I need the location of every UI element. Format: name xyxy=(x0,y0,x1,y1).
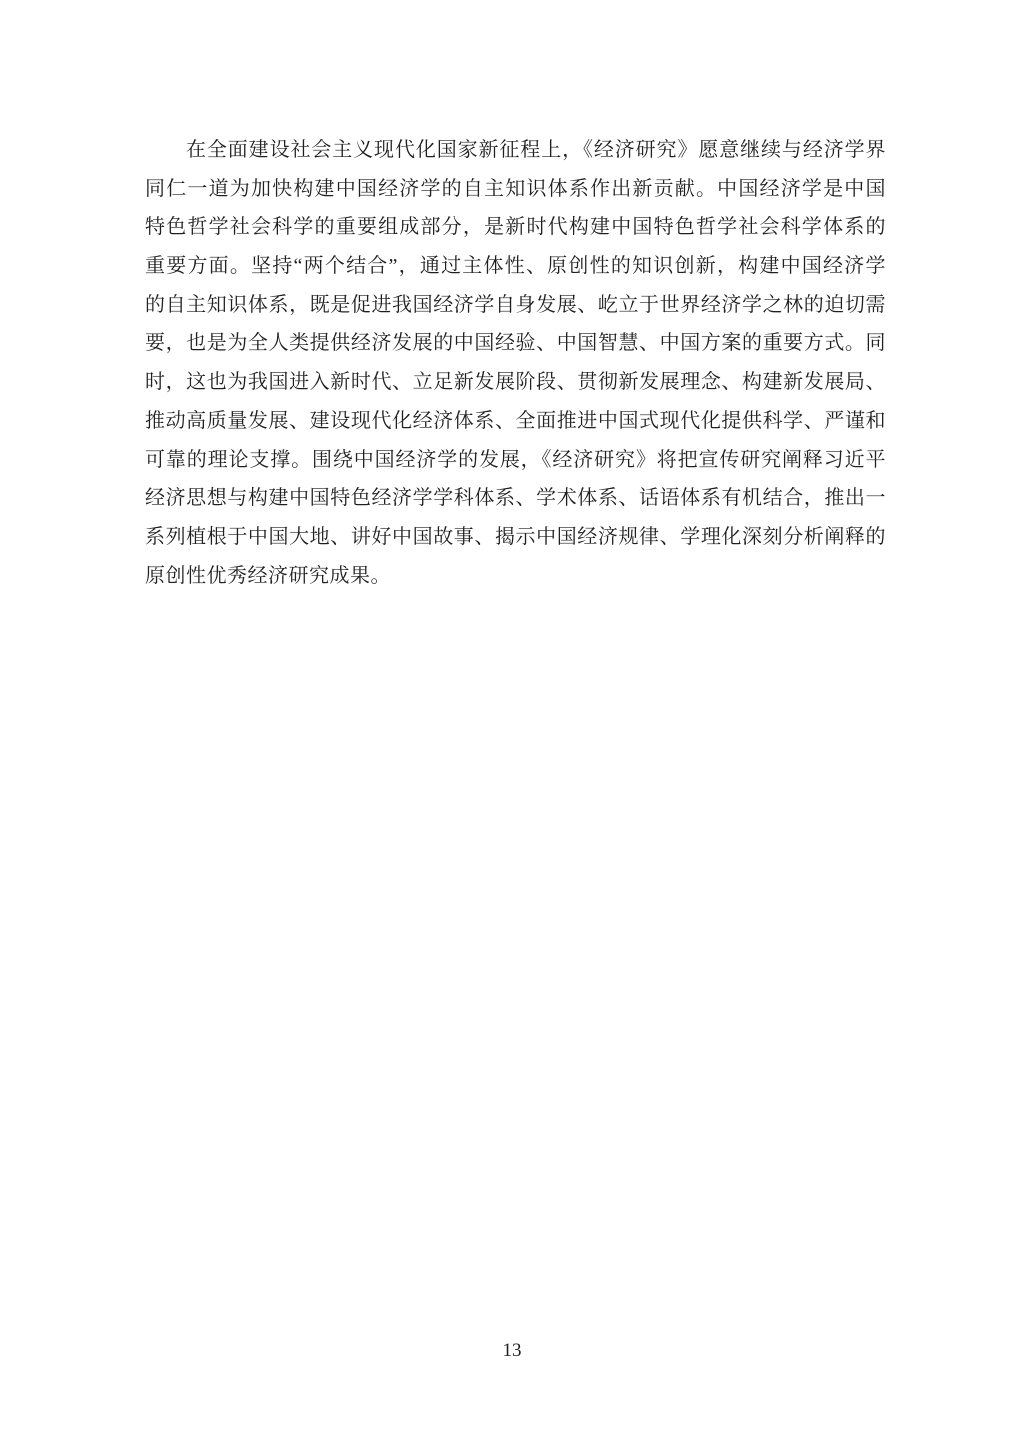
paragraph-line: 的自主知识体系，既是促进我国经济学自身发展、屹立于世界经济学之林的迫切需 xyxy=(145,293,886,316)
body-paragraph xyxy=(145,131,886,595)
paragraph-line: 原创性优秀经济研究成果。 xyxy=(145,564,391,587)
paragraph-line: 时，这也为我国进入新时代、立足新发展阶段、贯彻新发展理念、构建新发展局、 xyxy=(145,371,886,394)
paragraph-line: 同仁一道为加快构建中国经济学的自主知识体系作出新贡献。中国经济学是中国 xyxy=(145,177,886,200)
paragraph-line: 可靠的理论支撑。围绕中国经济学的发展，《经济研究》将把宣传研究阐释习近平 xyxy=(145,448,886,471)
paragraph-line: 经济思想与构建中国特色经济学学科体系、学术体系、话语体系有机结合，推出一 xyxy=(145,487,886,510)
paragraph-line: 推动高质量发展、建设现代化经济体系、全面推进中国式现代化提供科学、严谨和 xyxy=(145,409,886,432)
paragraph-line: 重要方面。坚持“两个结合”，通过主体性、原创性的知识创新，构建中国经济学 xyxy=(145,255,886,278)
paragraph-line: 特色哲学社会科学的重要组成部分，是新时代构建中国特色哲学社会科学体系的 xyxy=(145,216,886,239)
paragraph-line: 要，也是为全人类提供经济发展的中国经验、中国智慧、中国方案的重要方式。同 xyxy=(145,332,886,355)
paragraph-line: 在全面建设社会主义现代化国家新征程上，《经济研究》愿意继续与经济学界 xyxy=(186,139,886,161)
page-number: 13 xyxy=(502,1340,522,1361)
paragraph-line: 系列植根于中国大地、讲好中国故事、揭示中国经济规律、学理化深刻分析阐释的 xyxy=(145,525,886,548)
